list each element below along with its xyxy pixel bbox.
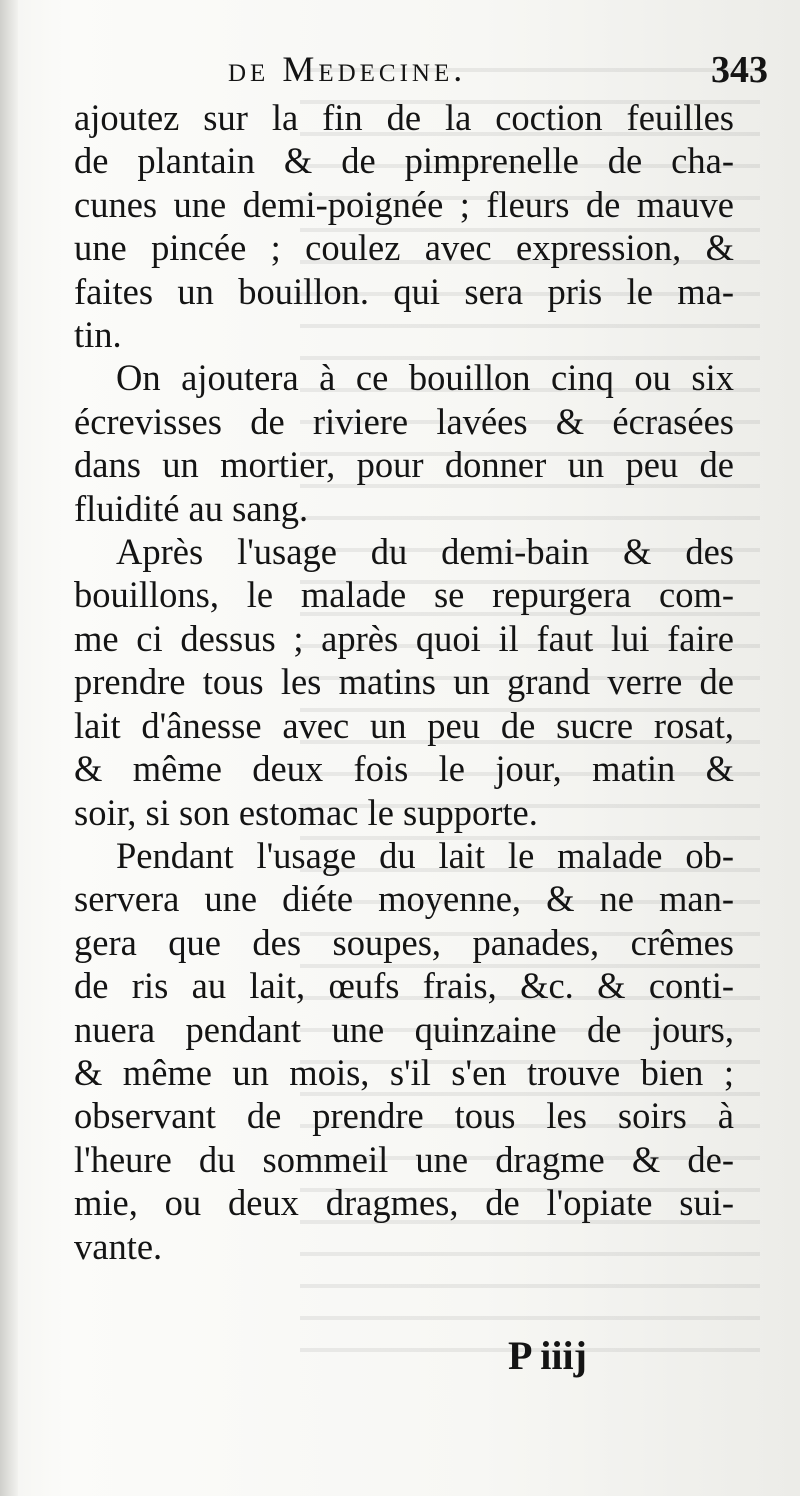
text-line: de ris au lait, œufs frais, &c. & conti-	[74, 965, 734, 1007]
page-number: 343	[711, 49, 768, 91]
text-line: faites un bouillon. qui sera pris le ma-	[74, 270, 734, 312]
body-text	[74, 96, 734, 1268]
text-line: une pincée ; coulez avec expression, &	[74, 227, 734, 269]
text-line: vante.	[74, 1225, 163, 1267]
text-line: l'heure du sommeil une dragme & de-	[74, 1138, 734, 1180]
text-line: Après l'usage du demi-bain & des	[116, 531, 734, 573]
text-line: mie, ou deux dragmes, de l'opiate sui-	[74, 1182, 734, 1224]
text-line: fluidité au sang.	[74, 487, 309, 529]
text-line: ajoutez sur la fin de la coction feuilles	[74, 97, 734, 138]
paragraph	[74, 530, 734, 834]
paragraph	[74, 356, 734, 530]
paragraph	[74, 96, 734, 356]
text-line: cunes une demi-poignée ; fleurs de mauve	[74, 183, 734, 225]
text-line: gera que des soupes, panades, crêmes	[74, 921, 734, 963]
page-gutter-shadow	[0, 0, 18, 1496]
text-line: écrevisses de riviere lavées & écrasées	[74, 400, 734, 442]
text-line: nuera pendant une quinzaine de jours,	[74, 1008, 734, 1050]
text-line: de plantain & de pimprenelle de cha-	[74, 140, 734, 182]
text-line: soir, si son estomac le supporte.	[74, 791, 538, 833]
text-line: Pendant l'usage du lait le malade ob-	[116, 834, 734, 876]
signature-mark: P iiij	[508, 1333, 587, 1378]
text-line: lait d'ânesse avec un peu de sucre rosat,	[74, 704, 734, 746]
text-line: dans un mortier, pour donner un peu de	[74, 444, 734, 486]
text-line: bouillons, le malade se repurgera com-	[74, 574, 734, 616]
text-line: servera une diéte moyenne, & ne man-	[74, 878, 734, 920]
text-line: tin.	[74, 314, 122, 356]
text-line: prendre tous les matins un grand verre de	[74, 661, 734, 703]
text-line: me ci dessus ; après quoi il faut lui faire	[74, 617, 734, 659]
running-head: de Medecine.	[228, 49, 467, 89]
text-line: observant de prendre tous les soirs à	[74, 1095, 734, 1137]
page-header	[228, 48, 768, 96]
text-line: On ajoutera à ce bouillon cinq ou six	[116, 357, 734, 399]
text-line: & même deux fois le jour, matin &	[74, 748, 734, 790]
text-line: & même un mois, s'il s'en trouve bien ;	[74, 1051, 734, 1093]
paragraph	[74, 834, 734, 1268]
